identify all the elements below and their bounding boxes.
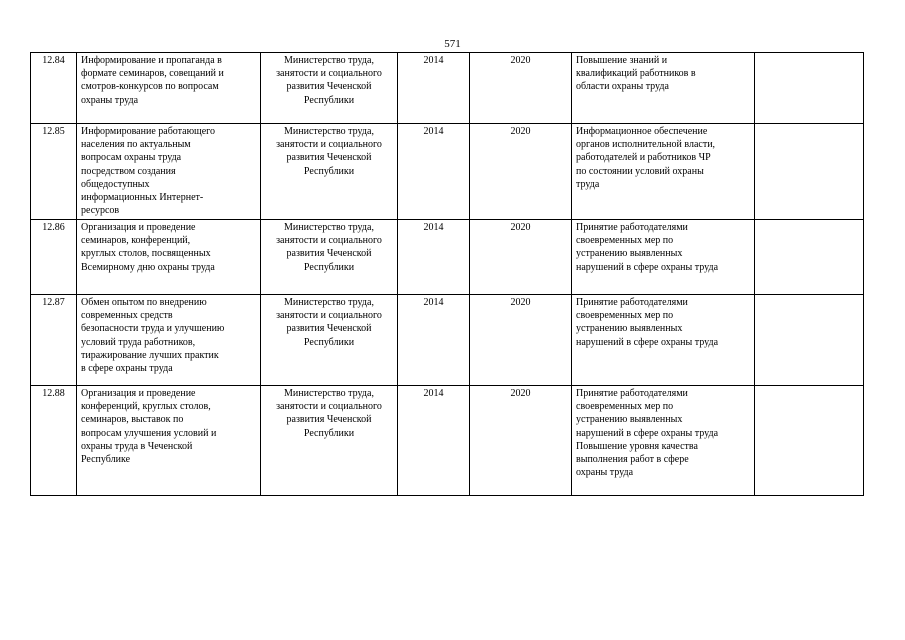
start-year-cell: 2014 [398,295,470,386]
measure-cell: Информирование работающего населения по актуальным вопросам охраны труда посредством создания общедоступных информационных Интернет- ресурсов [77,124,261,220]
start-year-cell: 2014 [398,220,470,295]
page-number: 571 [444,38,461,50]
note-cell [755,295,864,386]
row-number: 12.88 [31,386,77,496]
start-year-cell: 2014 [398,386,470,496]
row-number: 12.86 [31,220,77,295]
result-cell: Информационное обеспечение органов исполнительной власти, работодателей и работников ЧР по состоянии условий охраны труда [572,124,755,220]
measure-cell: Информирование и пропаганда в формате семинаров, совещаний и смотров-конкурсов по вопросам охраны труда [77,53,261,124]
note-cell [755,220,864,295]
end-year-cell: 2020 [470,295,572,386]
row-number: 12.87 [31,295,77,386]
measure-cell: Обмен опытом по внедрению современных средств безопасности труда и улучшению условий труда работников, тиражирование лучших практик в сфере охраны труда [77,295,261,386]
result-cell: Принятие работодателями своевременных мер по устранению выявленных нарушений в сфере охраны труда [572,220,755,295]
table-row [31,220,864,295]
row-number: 12.85 [31,124,77,220]
start-year-cell: 2014 [398,53,470,124]
start-year-cell: 2014 [398,124,470,220]
result-cell: Принятие работодателями своевременных мер по устранению выявленных нарушений в сфере охраны труда [572,295,755,386]
executor-cell: Министерство труда, занятости и социального развития Чеченской Республики [261,53,398,124]
executor-cell: Министерство труда, занятости и социального развития Чеченской Республики [261,295,398,386]
executor-cell: Министерство труда, занятости и социального развития Чеченской Республики [261,124,398,220]
end-year-cell: 2020 [470,124,572,220]
row-number: 12.84 [31,53,77,124]
executor-cell: Министерство труда, занятости и социального развития Чеченской Республики [261,220,398,295]
table-row [31,295,864,386]
note-cell [755,124,864,220]
table-row [31,53,864,124]
note-cell [755,386,864,496]
end-year-cell: 2020 [470,386,572,496]
end-year-cell: 2020 [470,53,572,124]
table-row [31,124,864,220]
table-row [31,386,864,496]
measure-cell: Организация и проведение конференций, круглых столов, семинаров, выставок по вопросам улучшения условий и охраны труда в Чеченской Республике [77,386,261,496]
result-cell: Повышение знаний и квалификаций работников в области охраны труда [572,53,755,124]
executor-cell: Министерство труда, занятости и социального развития Чеченской Республики [261,386,398,496]
measure-cell: Организация и проведение семинаров, конференций, круглых столов, посвященных Всемирному дню охраны труда [77,220,261,295]
result-cell: Принятие работодателями своевременных мер по устранению выявленных нарушений в сфере охраны труда Повышение уровня качества выполнения работ в сфере охраны труда [572,386,755,496]
measures-table [30,52,864,496]
note-cell [755,53,864,124]
end-year-cell: 2020 [470,220,572,295]
